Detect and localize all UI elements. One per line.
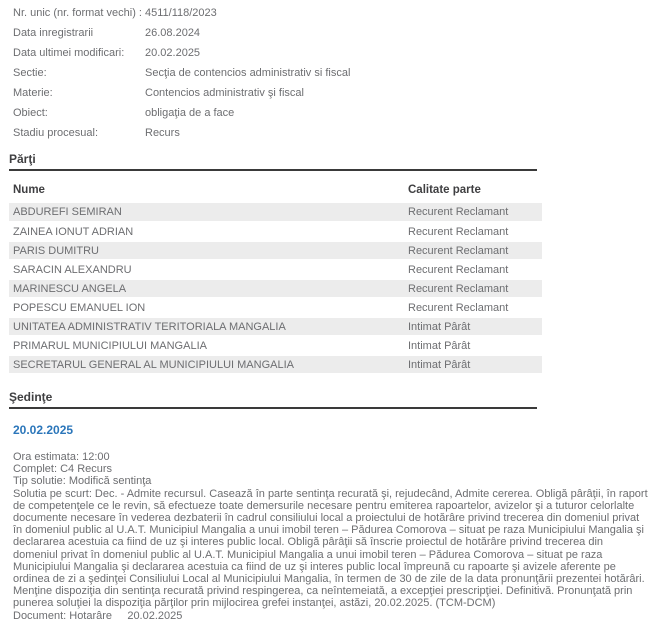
case-field-value: Secţia de contencios administrativ si fiscal [145,67,351,79]
table-row [9,203,542,222]
case-field-label: Sectie: [13,67,47,79]
table-row [9,279,542,298]
case-field-value: obligaţia de a face [145,107,235,119]
case-field-label: Stadiu procesual: [13,127,98,139]
party-name-cell: SARACIN ALEXANDRU [9,260,404,279]
party-name-cell: UNITATEA ADMINISTRATIV TERITORIALA MANGALIA [9,317,404,336]
case-field-row [9,83,651,103]
column-header-nume: Nume [13,184,45,196]
case-field-value: Recurs [145,127,180,139]
case-field-value: 4511/118/2023 [145,7,217,19]
case-field-row [9,23,651,43]
party-name-cell: ZAINEA IONUT ADRIAN [9,222,404,241]
table-row [9,298,542,317]
party-name-cell: MARINESCU ANGELA [9,279,404,298]
party-role-cell: Intimat Pârât [404,317,542,336]
hearing-details [9,451,651,622]
case-field-row [9,43,651,63]
case-field-label: Obiect: [13,107,48,119]
party-role-cell: Intimat Pârât [404,336,542,355]
case-field-row [9,123,651,143]
parties-header-row [9,184,542,203]
party-name-cell: ABDUREFI SEMIRAN [9,203,404,222]
party-role-cell: Intimat Pârât [404,355,542,374]
party-role-cell: Recurent Reclamant [404,279,542,298]
hearing-detail-line: Tip solutie: Modifică sentinţa [13,475,152,488]
case-field-label: Nr. unic (nr. format vechi) : [13,7,142,19]
party-name-cell: PRIMARUL MUNICIPIULUI MANGALIA [9,336,404,355]
party-role-cell: Recurent Reclamant [404,203,542,222]
table-row [9,222,542,241]
case-field-value: 20.02.2025 [145,47,201,59]
hearings-heading: Şedinţe [9,391,537,409]
hearing-detail-line: Ora estimata: 12:00 [13,451,110,463]
table-row [9,336,542,355]
hearing-entry [9,409,651,622]
hearing-detail-line: Complet: C4 Recurs [13,463,113,476]
hearing-detail-line: Document: Hotarâre 20.02.2025 [13,609,183,622]
party-name-cell: POPESCU EMANUEL ION [9,298,404,317]
case-field-row [9,63,651,83]
case-field-row [9,3,651,23]
case-field-label: Materie: [13,87,53,99]
parties-table [9,184,542,375]
case-field-label: Data inregistrarii [13,27,94,39]
hearing-date-link[interactable]: 20.02.2025 [13,423,74,437]
table-row [9,260,542,279]
party-role-cell: Recurent Reclamant [404,222,542,241]
table-row [9,317,542,336]
party-role-cell: Recurent Reclamant [404,260,542,279]
case-field-value: 26.08.2024 [145,27,201,39]
table-row [9,355,542,374]
table-row [9,241,542,260]
case-fields-section [9,3,651,143]
hearing-detail-line: Solutia pe scurt: Dec. - Admite recursul. Casează în parte sentinţa recurată şi, rejudecând, Admite cererea. Obligă pârâţii, în raport de competenţele ce le revin, să efectueze toate demersurile necesare pentru emiterea rapoartelor, avizelor şi a tuturor celorlalte documente necesare în vederea dezbaterii în cadrul consiliului local a proiectului de hotărâre privind trecerea din domeniul privat în domeniul public al U.A.T. Municipiul Mangalia a unui imobil teren – Pădurea Comorova – situat pe raza Municipiului Mangalia şi declararea acestuia ca fiind de uz şi interes public local. Obligă pârâţii să înscrie proiectul de hotărâre privind trecerea din domeniul privat în domeniul public al U.A.T. Municipiul Mangalia a unui imobil teren – Pădurea Comorova – situat pe raza Municipiului Mangalia şi declararea acestuia ca fiind de uz şi interes public local împreună cu rapoarte şi avizele aferente pe ordinea de zi a şedinţei Consiliului Local al Municipiului Mangalia, în termen de 30 de zile de la data pronunţării prezentei hotărâri. Menţine dispoziţia din sentinţa recurată privind respingerea, ca neîntemeiată, a excepţiei prescripţiei. Definitivă. Pronunţată prin punerea soluţiei la dispoziţia părţilor prin mijlocirea grefei instanţei, astăzi, 20.02.2025. (TCM-DCM) [13,487,651,610]
column-header-calitate-parte: Calitate parte [408,184,481,196]
party-name-cell: PARIS DUMITRU [9,241,404,260]
party-role-cell: Recurent Reclamant [404,241,542,260]
parties-heading: Părţi [9,153,537,171]
party-name-cell: SECRETARUL GENERAL AL MUNICIPIULUI MANGALIA [9,355,404,374]
case-field-label: Data ultimei modificari: [13,47,125,59]
party-role-cell: Recurent Reclamant [404,298,542,317]
case-field-value: Contencios administrativ şi fiscal [145,87,304,99]
case-field-row [9,103,651,123]
